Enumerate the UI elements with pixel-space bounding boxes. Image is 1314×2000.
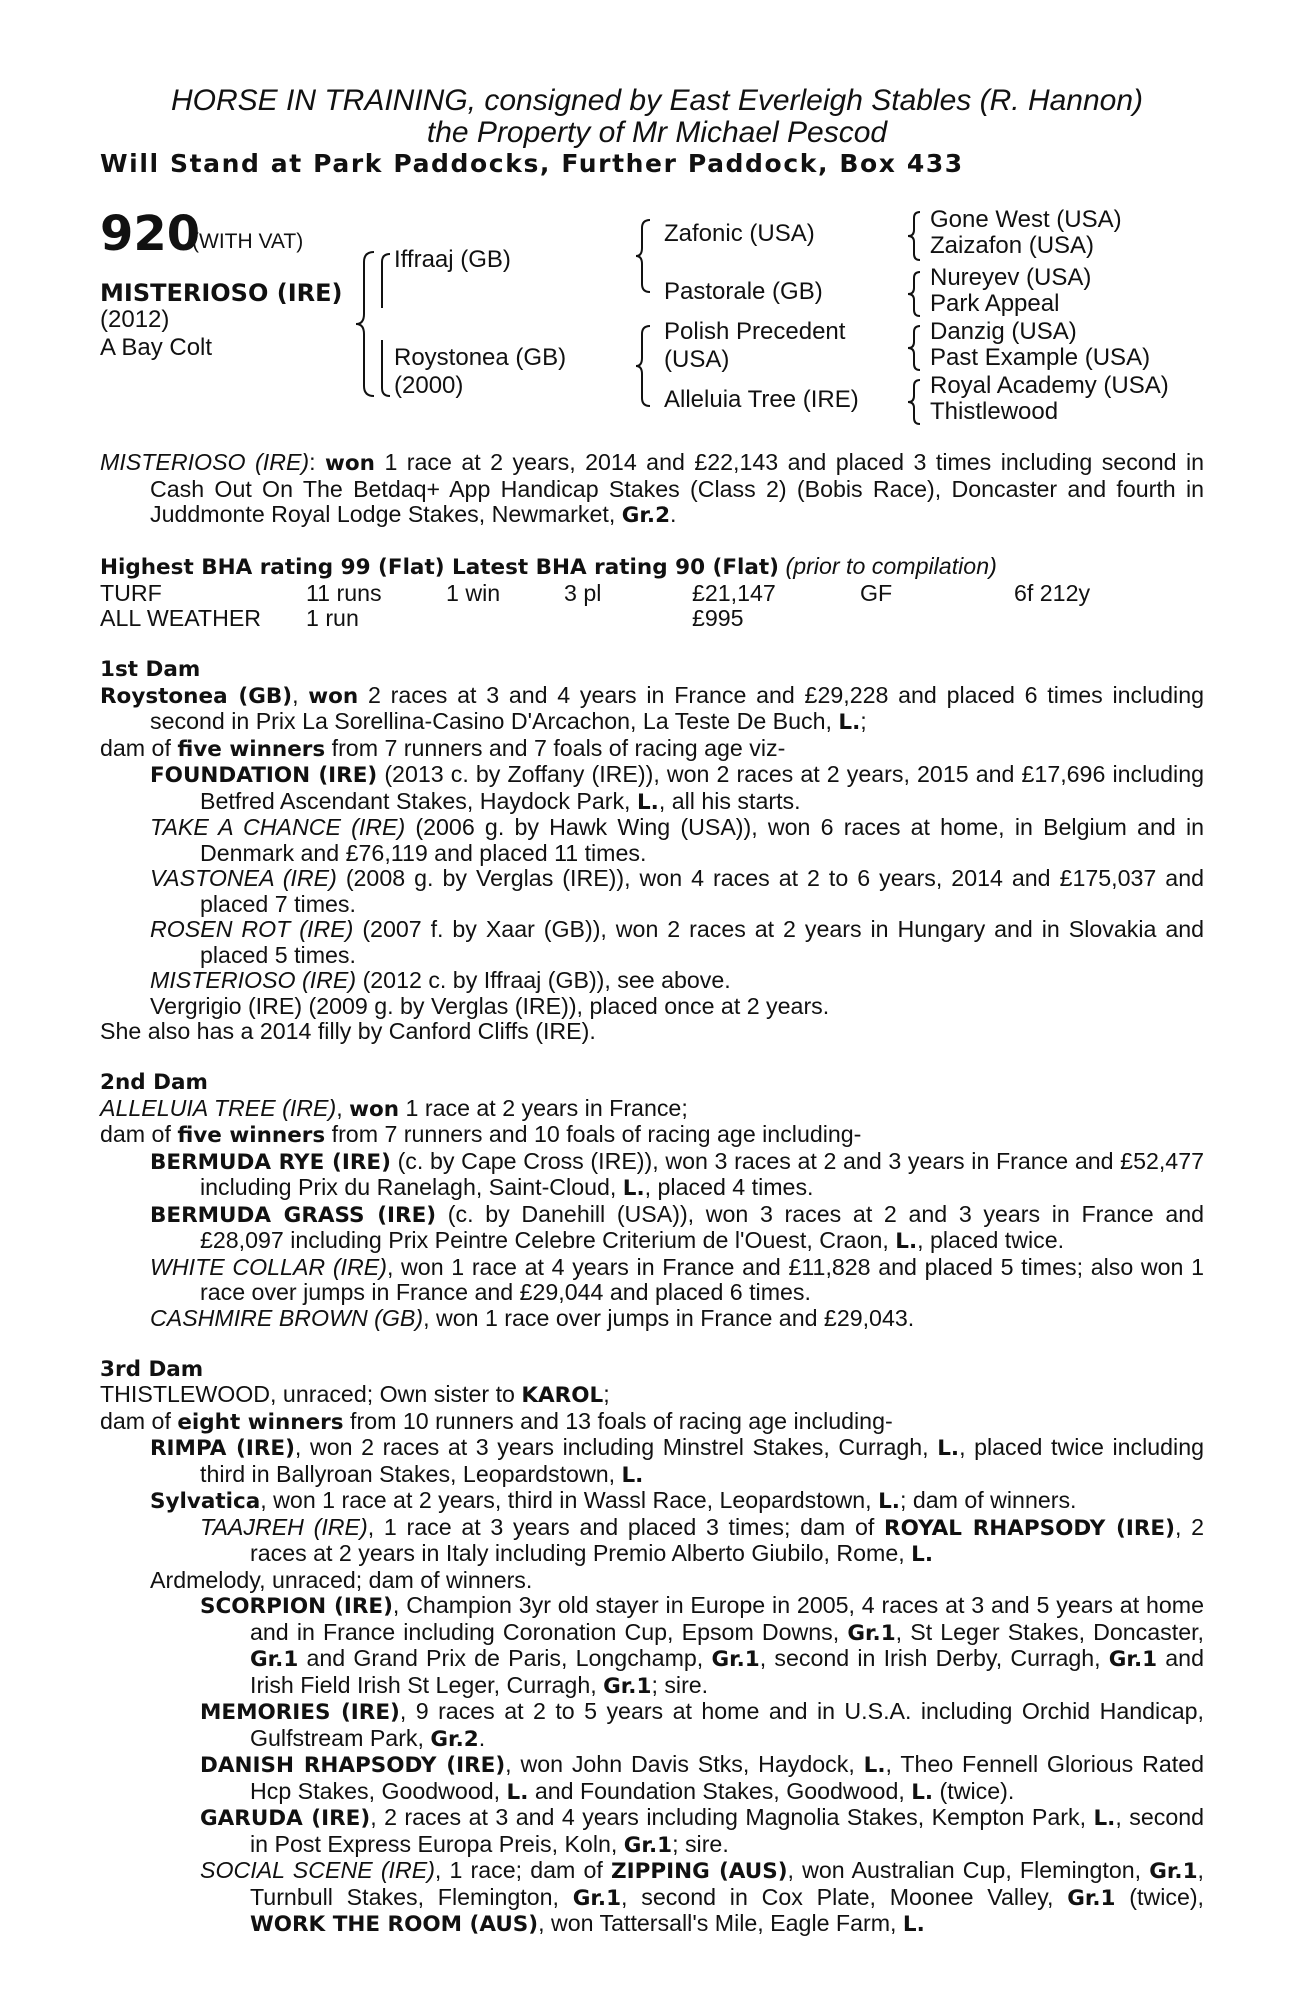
pedigree-dam: Roystonea (GB) — [394, 344, 567, 371]
dam1-text: 2 races at 3 and 4 years in France and £29,228 and placed 6 times including second in Prix La Sorellina-Casino D'Arcachon, La Teste De Buch, — [150, 681, 1204, 734]
pedigree-sire-sire: Zafonic (USA) — [664, 220, 815, 247]
header-consignor: HORSE IN TRAINING, consigned by East Everleigh Stables (R. Hannon) — [170, 84, 1144, 117]
work-listed: L. — [902, 1912, 925, 1937]
pedigree-sire: Iffraaj (GB) — [394, 246, 511, 273]
pedigree-brace-g2 — [904, 268, 924, 320]
pedigree-g8: Thistlewood — [930, 398, 1059, 425]
summary-paragraph: MISTERIOSO (IRE): won 1 race at 2 years, 2014 and £22,143 and placed 3 times including second in Cash Out On The Betdaq+ App Handicap Stakes (Class 2) (Bobis Race), Doncaster and fourth in Juddmonte Royal Lodge Stakes, Newmarket, Gr.2. — [100, 449, 1204, 528]
taaj-text: , 1 race at 3 years and placed 3 times; dam of — [367, 1513, 885, 1540]
royal-text: , 2 races at 2 years in Italy including Premio Alberto Giubilo, Rome, — [250, 1513, 1204, 1566]
horse-year: (2012) — [100, 306, 170, 333]
zipping-g1-a: Gr.1 — [1149, 1859, 1198, 1884]
dam1-semi: ; — [860, 708, 867, 734]
dam3-heading: 3rd Dam — [100, 1356, 204, 1382]
dam2-heading: 2nd Dam — [100, 1070, 208, 1095]
white-name: WHITE COLLAR (IRE) — [150, 1253, 387, 1280]
lot-number: 920 — [100, 206, 201, 262]
ratings-heading — [100, 554, 1204, 581]
white-text: , won 1 race at 4 years in France and £11,828 and placed 5 times; also won 1 race over jumps in France and £29,044 and placed 6 times. — [200, 1253, 1205, 1305]
pedigree-dam-year: (2000) — [394, 372, 464, 399]
garuda-name: GARUDA (IRE) — [200, 1806, 371, 1831]
sylv-name: Sylvatica — [150, 1489, 261, 1514]
dam1-won: won — [308, 683, 359, 709]
produce-danish-rhapsody — [200, 1752, 1204, 1805]
foundation-end: , all his starts. — [658, 787, 801, 814]
sylv-text: , won 1 race at 2 years, third in Wassl Race, Leopardstown, — [260, 1487, 879, 1513]
scorpion-text2: , St Leger Stakes, Doncaster, — [895, 1618, 1204, 1645]
produce-white-collar — [150, 1255, 1204, 1306]
rosen-name: ROSEN ROT (IRE) — [150, 916, 354, 942]
danish-end: (twice). — [933, 1777, 1015, 1804]
pedigree-dam-dam: Alleluia Tree (IRE) — [664, 386, 859, 413]
pedigree-g7: Royal Academy (USA) — [930, 372, 1169, 399]
garuda-g1: Gr.1 — [623, 1832, 673, 1858]
vastonea-text: (2008 g. by Verglas (IRE)), won 4 races at 2 to 6 years, 2014 and £175,037 and placed 7 times. — [200, 865, 1204, 917]
horse-description: A Bay Colt — [100, 334, 213, 361]
turf-placed: 3 pl — [564, 579, 602, 606]
scorpion-g1-a: Gr.1 — [847, 1620, 896, 1646]
ratings-heading-text: Highest BHA rating 99 (Flat) Latest BHA rating 90 (Flat) — [100, 555, 780, 580]
taaj-name: TAAJREH (IRE) — [200, 1513, 368, 1540]
dam1-also: She also has a 2014 filly by Canford Cliffs (IRE). — [100, 1018, 596, 1044]
summary-end: . — [670, 501, 677, 527]
pedigree-g3: Nureyev (USA) — [930, 264, 1092, 291]
pedigree-brace-sire-dam — [372, 248, 396, 400]
dam2-dam-of: dam of — [100, 1121, 178, 1147]
sylv-end: ; dam of winners. — [899, 1487, 1077, 1513]
social-name: SOCIAL SCENE (IRE) — [200, 1857, 435, 1883]
work-text: , won Tattersall's Mile, Eagle Farm, — [538, 1910, 903, 1936]
grass-listed: L. — [895, 1229, 918, 1254]
aw-label: ALL WEATHER — [100, 605, 262, 631]
mist-name: MISTERIOSO (IRE) — [150, 967, 357, 993]
danish-listed-b: L. — [506, 1779, 529, 1805]
zipping-g1-c: Gr.1 — [1067, 1885, 1116, 1911]
pedigree-dam-sire-country: (USA) — [664, 346, 730, 373]
dam2-text: 1 race at 2 years in France; — [399, 1094, 688, 1121]
dam3-produce-summary — [100, 1409, 1204, 1436]
header-location: Will Stand at Park Paddocks, Further Paddock, Box 433 — [100, 149, 964, 178]
rimpa-listed2: L. — [621, 1462, 644, 1488]
catalogue-body — [100, 450, 1204, 1938]
danish-text3: and Foundation Stakes, Goodwood, — [528, 1777, 912, 1804]
horse-name: MISTERIOSO (IRE) — [100, 279, 343, 307]
scorpion-name: SCORPION (IRE) — [200, 1594, 393, 1619]
turf-going: GF — [860, 579, 893, 606]
grass-text: (c. by Danehill (USA)), won 3 races at 2 and 3 years in France and £28,097 including Prix Peintre Celebre Criterium de l'Ouest, Craon, — [200, 1200, 1205, 1253]
dam3-semi: ; — [603, 1381, 610, 1407]
dam3-dam-of: dam of — [100, 1407, 178, 1434]
scorpion-g1-c: Gr.1 — [711, 1647, 760, 1672]
produce-bermuda-rye — [150, 1149, 1204, 1202]
turf-wins: 1 win — [446, 579, 501, 606]
dam3-text: THISTLEWOOD, unraced; Own sister to — [100, 1381, 522, 1407]
zipping-text: , won Australian Cup, Flemington, — [787, 1857, 1150, 1883]
garuda-text: , 2 races at 3 and 4 years including Magnolia Stakes, Kempton Park, — [370, 1804, 1094, 1830]
rimpa-text2: , placed twice including third in Ballyroan Stakes, Leopardstown, — [200, 1434, 1204, 1487]
summary-horse-name: MISTERIOSO (IRE) — [100, 449, 310, 475]
rye-text: (c. by Cape Cross (IRE)), won 3 races at 2 and 3 years in France and £52,477 including Prix du Ranelagh, Saint-Cloud, — [200, 1147, 1204, 1200]
produce-bermuda-grass — [150, 1202, 1204, 1255]
foundation-text: (2013 c. by Zoffany (IRE)), won 2 races at 2 years, 2015 and £17,696 including Betfred Ascendant Stakes, Haydock Park, — [200, 761, 1204, 814]
produce-rimpa — [150, 1435, 1204, 1488]
garuda-listed: L. — [1093, 1806, 1116, 1831]
scorpion-text3: and Grand Prix de Paris, Longchamp, — [298, 1645, 712, 1671]
dam2-winners-tail: from 7 runners and 10 foals of racing age including- — [325, 1121, 862, 1147]
dam3-winners-tail: from 10 runners and 13 foals of racing age including- — [343, 1407, 893, 1434]
foundation-name: FOUNDATION (IRE) — [150, 763, 378, 788]
dam2-winners: five winners — [177, 1123, 326, 1148]
danish-listed-a: L. — [863, 1753, 886, 1778]
memories-g2: Gr.2 — [430, 1726, 479, 1752]
scorpion-text: , Champion 3yr old stayer in Europe in 2005, 4 races at 3 and 5 years at home and in France including Coronation Cup, Epsom Downs, — [250, 1592, 1204, 1645]
zipping-text2: , Turnbull Stakes, Flemington, — [250, 1857, 1204, 1910]
rosen-text: (2007 f. by Xaar (GB)), won 2 races at 2 years in Hungary and in Slovakia and placed 5 times. — [200, 916, 1204, 968]
vastonea-name: VASTONEA (IRE) — [150, 865, 337, 891]
dam1-produce-summary — [100, 736, 1204, 763]
summary-won: won — [325, 451, 375, 476]
dam1-name: Roystonea (GB) — [100, 683, 293, 709]
dam3-winners: eight winners — [177, 1409, 344, 1435]
ratings-aw-row — [100, 606, 1204, 632]
produce-taajreh — [200, 1515, 1204, 1568]
memories-text: , 9 races at 2 to 5 years at home and in U.S.A. including Orchid Handicap, Gulfstream Park, — [250, 1698, 1204, 1751]
royal-name: ROYAL RHAPSODY (IRE) — [884, 1515, 1175, 1541]
scorpion-text4: , second in Irish Derby, Curragh, — [759, 1645, 1109, 1671]
zipping-text3: , second in Cox Plate, Moonee Valley, — [621, 1883, 1068, 1910]
produce-vastonea — [150, 866, 1204, 917]
dam1-heading: 1st Dam — [100, 657, 201, 682]
dam1-dam-of: dam of — [100, 734, 178, 761]
scorpion-end: ; sire. — [651, 1671, 709, 1698]
pedigree-g1: Gone West (USA) — [930, 206, 1122, 233]
scorpion-text5: and Irish Field Irish St Leger, Curragh, — [250, 1645, 1204, 1698]
aw-earnings: £995 — [692, 605, 744, 631]
ratings-turf-row — [100, 581, 1204, 607]
turf-runs: 11 runs — [306, 579, 382, 606]
scorpion-g1-d: Gr.1 — [1108, 1647, 1158, 1672]
lot-vat: (WITH VAT) — [192, 230, 304, 253]
pedigree-sire-dam: Pastorale (GB) — [664, 278, 823, 305]
pedigree-brace-sire — [632, 216, 656, 296]
produce-social-scene — [200, 1858, 1204, 1938]
danish-text2: , Theo Fennell Glorious Rated Hcp Stakes, Goodwood, — [250, 1751, 1204, 1804]
dam1-winners: five winners — [177, 736, 326, 762]
mist-text: (2012 c. by Iffraaj (GB)), see above. — [356, 967, 731, 993]
pedigree-g6: Past Example (USA) — [930, 344, 1151, 371]
dam3-record — [100, 1382, 1204, 1409]
zipping-name: ZIPPING (AUS) — [611, 1859, 788, 1884]
cash-text: , won 1 race over jumps in France and £29,043. — [423, 1304, 915, 1331]
rye-name: BERMUDA RYE (IRE) — [150, 1149, 391, 1175]
pedigree-g4: Park Appeal — [930, 290, 1060, 317]
memories-name: MEMORIES (IRE) — [200, 1700, 400, 1725]
produce-vergrigio: Vergrigio (IRE) (2009 g. by Verglas (IRE)), placed once at 2 years. — [150, 992, 830, 1019]
sylv-listed: L. — [878, 1489, 900, 1514]
scorpion-g1-b: Gr.1 — [250, 1647, 299, 1672]
dam2-record — [100, 1096, 1204, 1123]
rimpa-listed: L. — [937, 1436, 960, 1461]
danish-text: , won John Davis Stks, Haydock, — [505, 1751, 864, 1777]
produce-garuda — [200, 1805, 1204, 1858]
pedigree-g2: Zaizafon (USA) — [930, 232, 1095, 259]
dam2-produce-summary — [100, 1122, 1204, 1149]
summary-text: 1 race at 2 years, 2014 and £22,143 and placed 3 times including second in Cash Out On The Betdaq+ App Handicap Stakes (Class 2) (Bobis Race), Doncaster and fourth in Juddmonte Royal Lodge Stakes, Newmarket, — [150, 449, 1204, 527]
danish-listed-c: L. — [911, 1779, 934, 1805]
dam2-won: won — [349, 1096, 400, 1122]
produce-foundation — [150, 762, 1204, 815]
grass-end: , placed twice. — [917, 1227, 1065, 1253]
zipping-text4: (twice), — [1115, 1883, 1205, 1910]
dam3-karol: KAROL — [521, 1383, 604, 1408]
pedigree-brace-g4 — [904, 376, 924, 428]
turf-distance: 6f 212y — [1014, 579, 1091, 606]
take-text: (2006 g. by Hawk Wing (USA)), won 6 races at home, in Belgium and in Denmark and £76,119 and placed 11 times. — [200, 814, 1204, 866]
header-owner: the Property of Mr Michael Pescod — [426, 116, 888, 149]
cash-name: CASHMIRE BROWN (GB) — [150, 1304, 424, 1331]
foundation-listed: L. — [636, 789, 659, 815]
pedigree-brace-dam — [632, 322, 656, 410]
scorpion-g1-e: Gr.1 — [603, 1673, 652, 1699]
garuda-end: ; sire. — [672, 1830, 729, 1857]
ratings-note: (prior to compilation) — [785, 553, 997, 579]
pedigree-dam-sire: Polish Precedent — [664, 318, 846, 345]
danish-name: DANISH RHAPSODY (IRE) — [200, 1753, 506, 1778]
produce-sylvatica — [150, 1488, 1204, 1515]
garuda-text2: , second in Post Express Europa Preis, Koln, — [250, 1804, 1205, 1857]
grass-name: BERMUDA GRASS (IRE) — [150, 1202, 437, 1228]
rye-end: , placed 4 times. — [644, 1174, 814, 1200]
produce-misterioso — [150, 968, 1204, 994]
dam1-winners-tail: from 7 runners and 7 foals of racing age viz- — [325, 734, 786, 761]
work-name: WORK THE ROOM (AUS) — [250, 1912, 539, 1937]
produce-take-a-chance — [150, 815, 1204, 866]
dam1-record: Roystonea (GB), won 2 races at 3 and 4 years in France and £29,228 and placed 6 times including second in Prix La Sorellina-Casino D'Arcachon, La Teste De Buch, L.; — [100, 681, 1204, 735]
take-name: TAKE A CHANCE (IRE) — [150, 814, 406, 840]
royal-listed: L. — [911, 1542, 934, 1567]
dam2-comma: , — [336, 1094, 350, 1121]
rye-listed: L. — [622, 1176, 645, 1201]
summary-grade: Gr.2 — [621, 503, 671, 528]
turf-label: TURF — [100, 579, 162, 606]
rimpa-name: RIMPA (IRE) — [150, 1436, 295, 1461]
produce-memories: MEMORIES (IRE), 9 races at 2 to 5 years at home and in U.S.A. including Orchid Handicap, Gulfstream Park, Gr.2. — [200, 1698, 1204, 1752]
zipping-g1-b: Gr.1 — [572, 1885, 622, 1911]
dam1-listed: L. — [838, 710, 861, 735]
dam2-name: ALLELUIA TREE (IRE) — [100, 1094, 337, 1121]
turf-earnings: £21,147 — [692, 579, 776, 606]
pedigree-g5: Danzig (USA) — [930, 318, 1077, 345]
pedigree-brace-g1 — [904, 208, 924, 264]
produce-ardmelody: Ardmelody, unraced; dam of winners. — [150, 1566, 533, 1593]
aw-runs: 1 run — [306, 605, 359, 631]
produce-rosen-rot — [150, 917, 1204, 968]
produce-cashmire-brown — [150, 1306, 1204, 1332]
pedigree-brace-g3 — [904, 322, 924, 374]
produce-scorpion — [200, 1593, 1204, 1699]
social-text: , 1 race; dam of — [434, 1857, 612, 1883]
rimpa-text: , won 2 races at 3 years including Minstrel Stakes, Curragh, — [294, 1434, 938, 1460]
